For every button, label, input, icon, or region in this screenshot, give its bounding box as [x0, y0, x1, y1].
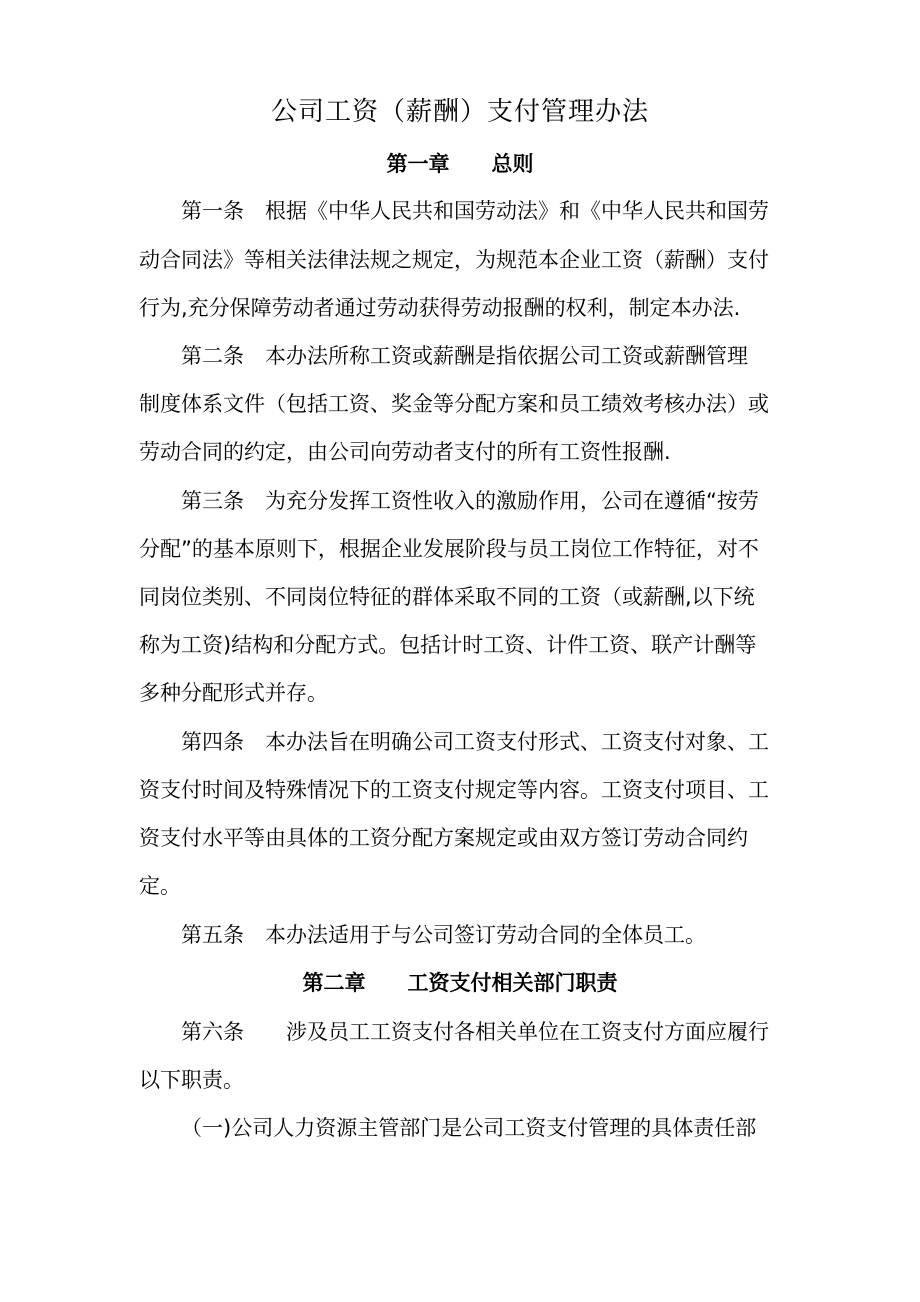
- article-1-line-3: 行为,充分保障劳动者通过劳动获得劳动报酬的权利，制定本办法.: [139, 296, 741, 320]
- article-5-line-1: 第五条 本办法适用于与公司签订劳动合同的全体员工。: [181, 923, 706, 947]
- article-3-line-3: 同岗位类别、不同岗位特征的群体采取不同的工资（或薪酬,以下统: [139, 585, 755, 609]
- article-3-line-2: 分配”的基本原则下，根据企业发展阶段与员工岗位工作特征，对不: [139, 537, 759, 561]
- article-1-line-2: 动合同法》等相关法律法规之规定，为规范本企业工资（薪酬）支付: [139, 248, 769, 272]
- article-4-line-1: 第四条 本办法旨在明确公司工资支付形式、工资支付对象、工: [181, 730, 769, 754]
- article-4-line-4: 定。: [139, 874, 181, 898]
- chapter-heading-1: 第一章 总则: [386, 152, 534, 176]
- item-1-line-1: （一)公司人力资源主管部门是公司工资支付管理的具体责任部: [181, 1116, 757, 1140]
- article-3-line-5: 多种分配形式并存。: [139, 681, 328, 705]
- article-2-line-2: 制度体系文件（包括工资、奖金等分配方案和员工绩效考核办法）或: [139, 392, 769, 416]
- article-2-line-1: 第二条 本办法所称工资或薪酬是指依据公司工资或薪酬管理: [181, 344, 748, 368]
- article-2-line-3: 劳动合同的约定，由公司向劳动者支付的所有工资性报酬.: [139, 440, 671, 464]
- article-3-line-1: 第三条 为充分发挥工资性收入的激励作用，公司在遵循“按劳: [181, 489, 759, 513]
- article-3-line-4: 称为工资)结构和分配方式。包括计时工资、计件工资、联产计酬等: [139, 633, 757, 657]
- article-6-line-1: 第六条 涉及员工工资支付各相关单位在工资支付方面应履行: [181, 1020, 769, 1044]
- article-4-line-3: 资支付水平等由具体的工资分配方案规定或由双方签订劳动合同约: [139, 826, 748, 850]
- article-1-line-1: 第一条 根据《中华人民共和国劳动法》和《中华人民共和国劳: [181, 199, 769, 223]
- document-title: 公司工资（薪酬）支付管理办法: [270, 97, 649, 127]
- article-6-line-2: 以下职责。: [139, 1068, 244, 1092]
- chapter-heading-2: 第二章 工资支付相关部门职责: [302, 971, 618, 995]
- article-4-line-2: 资支付时间及特殊情况下的工资支付规定等内容。工资支付项目、工: [139, 778, 769, 802]
